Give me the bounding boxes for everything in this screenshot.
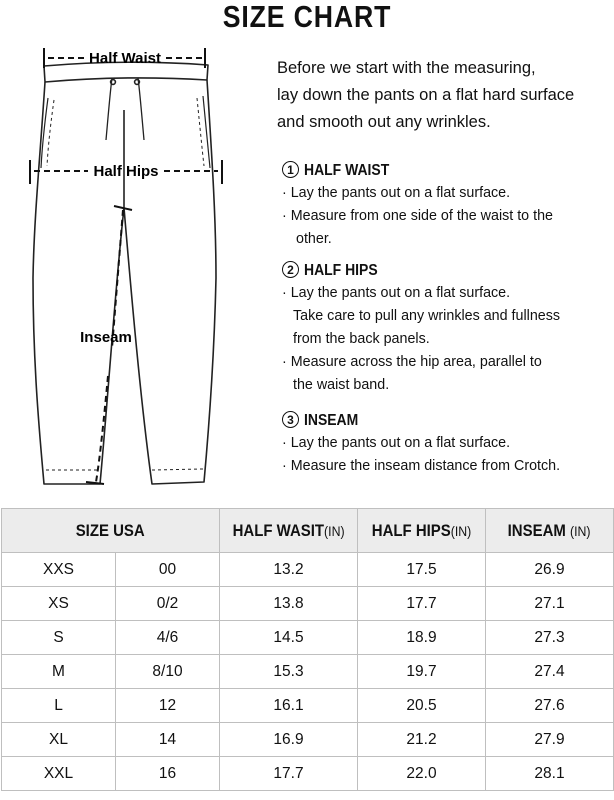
- header-half-hips: HALF HIPS(IN): [358, 509, 486, 553]
- section-half-waist: [282, 160, 612, 251]
- inseam-cell: 27.1: [486, 587, 614, 621]
- waist-cell: 16.1: [220, 689, 358, 723]
- instruction-line: from the back panels.: [293, 331, 430, 347]
- section-half-hips: [282, 260, 612, 397]
- page-title: SIZE CHART: [222, 0, 392, 34]
- intro-text: [277, 55, 612, 136]
- waist-cell: 13.8: [220, 587, 358, 621]
- table-header-row: [2, 509, 614, 553]
- section-title: HALF WAIST: [304, 162, 390, 179]
- instruction-line: · Measure the inseam distance from Crotch.: [282, 458, 561, 474]
- table-row: [2, 621, 614, 655]
- hips-cell: 19.7: [358, 655, 486, 689]
- size-cell: XXS: [2, 553, 116, 587]
- header-half-waist: HALF WASIT(IN): [220, 509, 358, 553]
- intro-line: lay down the pants on a flat hard surface: [277, 86, 575, 104]
- pants-diagram: [0, 38, 270, 498]
- table-row: [2, 757, 614, 791]
- inseam-cell: 28.1: [486, 757, 614, 791]
- table-row: [2, 723, 614, 757]
- table-row: [2, 587, 614, 621]
- instruction-line: · Measure across the hip area, parallel to: [282, 354, 542, 370]
- hips-cell: 17.7: [358, 587, 486, 621]
- section-number: 1: [282, 161, 299, 178]
- us-size-cell: 8/10: [116, 655, 220, 689]
- size-table: [1, 508, 614, 791]
- section-inseam: [282, 410, 612, 478]
- us-size-cell: 12: [116, 689, 220, 723]
- section-heading: [282, 410, 612, 432]
- instruction-line: Take care to pull any wrinkles and fullness: [293, 308, 561, 324]
- section-number: 2: [282, 261, 299, 278]
- size-cell: S: [2, 621, 116, 655]
- hips-cell: 20.5: [358, 689, 486, 723]
- instruction-line: · Lay the pants out on a flat surface.: [282, 435, 511, 451]
- half-waist-label: Half Waist: [89, 50, 161, 67]
- size-cell: M: [2, 655, 116, 689]
- waist-cell: 14.5: [220, 621, 358, 655]
- header-inseam: INSEAM (IN): [486, 509, 614, 553]
- us-size-cell: 0/2: [116, 587, 220, 621]
- table-row: [2, 553, 614, 587]
- us-size-cell: 14: [116, 723, 220, 757]
- inseam-label: Inseam: [80, 329, 132, 346]
- section-heading: [282, 260, 612, 282]
- half-hips-label: Half Hips: [93, 163, 159, 180]
- section-number: 3: [282, 411, 299, 428]
- us-size-cell: 4/6: [116, 621, 220, 655]
- header-size-usa: SIZE USA: [2, 509, 220, 553]
- intro-line: and smooth out any wrinkles.: [277, 113, 491, 131]
- inseam-cell: 27.9: [486, 723, 614, 757]
- instruction-line: · Lay the pants out on a flat surface.: [282, 185, 511, 201]
- hips-cell: 22.0: [358, 757, 486, 791]
- waist-cell: 13.2: [220, 553, 358, 587]
- waist-cell: 15.3: [220, 655, 358, 689]
- table-row: [2, 689, 614, 723]
- instruction-line: the waist band.: [293, 377, 390, 393]
- waist-cell: 16.9: [220, 723, 358, 757]
- instruction-line: other.: [296, 231, 332, 247]
- us-size-cell: 00: [116, 553, 220, 587]
- section-heading: [282, 160, 612, 182]
- size-cell: L: [2, 689, 116, 723]
- inseam-cell: 27.3: [486, 621, 614, 655]
- inseam-cell: 27.6: [486, 689, 614, 723]
- hips-cell: 18.9: [358, 621, 486, 655]
- inseam-cell: 26.9: [486, 553, 614, 587]
- size-cell: XL: [2, 723, 116, 757]
- intro-line: Before we start with the measuring,: [277, 59, 536, 77]
- table-row: [2, 655, 614, 689]
- us-size-cell: 16: [116, 757, 220, 791]
- pants-illustration: [0, 38, 270, 498]
- size-cell: XS: [2, 587, 116, 621]
- inseam-cell: 27.4: [486, 655, 614, 689]
- hips-cell: 17.5: [358, 553, 486, 587]
- instruction-line: · Measure from one side of the waist to the: [282, 208, 553, 224]
- section-title: INSEAM: [304, 412, 359, 429]
- instruction-line: · Lay the pants out on a flat surface.: [282, 285, 511, 301]
- size-cell: XXL: [2, 757, 116, 791]
- hips-cell: 21.2: [358, 723, 486, 757]
- waist-cell: 17.7: [220, 757, 358, 791]
- section-title: HALF HIPS: [304, 262, 378, 279]
